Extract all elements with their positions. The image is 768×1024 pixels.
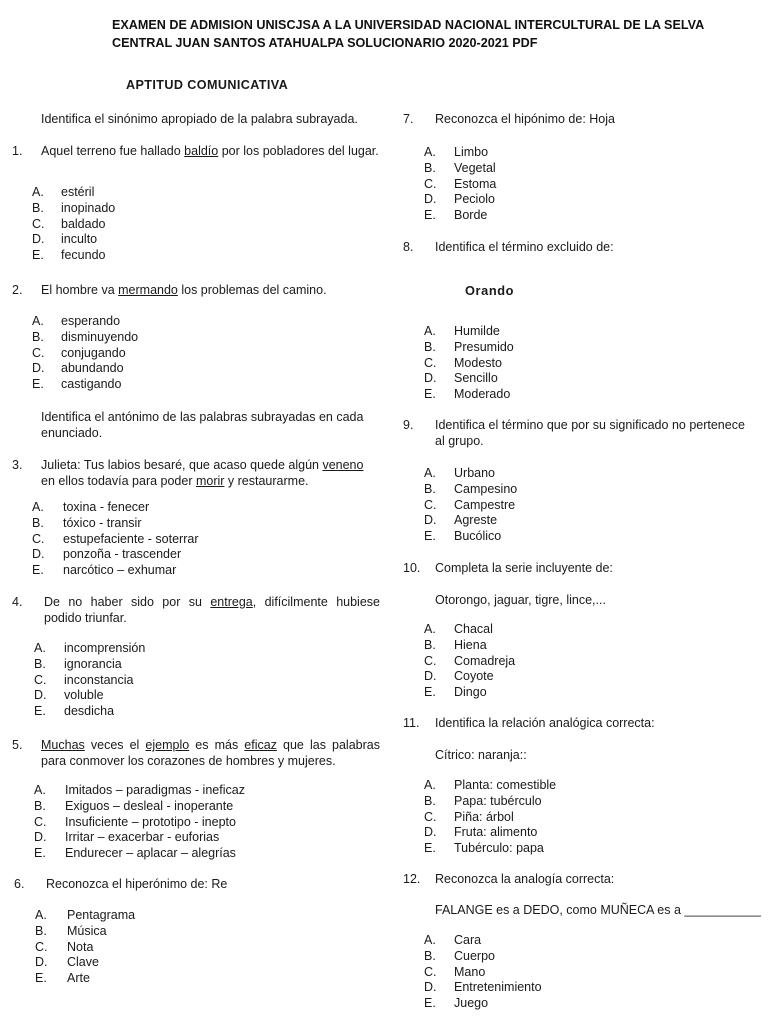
question-number: 5. <box>12 738 23 752</box>
question-number: 10. <box>403 561 421 575</box>
section-heading: APTITUD COMUNICATIVA <box>126 78 289 92</box>
question-number: 9. <box>403 418 414 432</box>
question-number: 2. <box>12 283 23 297</box>
series-prompt: Otorongo, jaguar, tigre, lince,... <box>435 593 606 607</box>
underlined-word: ejemplo <box>145 738 190 752</box>
excluded-term-word: Orando <box>465 283 515 298</box>
right-column: 7. Reconozca el hipónimo de: Hoja A. Limbo B. Vegetal C. Estoma D. Peciolo E. Borde 8. Identifica el término excluido de: Orando A. Humilde B. Presumido C. Modesto D. Sencillo E. Moderado 9. Identifica el término que por su significado no pertenece al grupo. A. Urbano B. Campesino C. Campestre D. Agreste E. Bucólico 10. Completa la serie incluyente de: Otorongo, jaguar, tigre, lince,... A. Chacal B. Hiena C. Comadreja D. Coyote E. Dingo 11. Identifica la relación analógica correcta: Cítrico: naranja:: A. Planta: comestible B. Papa: tubérculo C. Piña: árbol D. Fruta: alimento E. Tubérculo: papa 12. Reconozca la analogía correcta: FALANGE es a DEDO, como MUÑECA es a ___________ A. Cara B. Cuerpo C. Mano D. Entretenimiento E. Juego <box>403 112 761 1011</box>
question-number: 1. <box>12 144 23 158</box>
question-9 <box>403 418 758 449</box>
underlined-word: baldío <box>184 144 219 158</box>
document-title-line-1: EXAMEN DE ADMISION UNISCJSA A LA UNIVERSIDAD NACIONAL INTERCULTURAL DE LA SELVA <box>112 18 705 32</box>
question-10 <box>403 561 753 577</box>
left-column: Identifica el sinónimo apropiado de la palabra subrayada. 1. Aquel terreno fue hallado baldío por los pobladores del lugar. A. estéril B. inopinado C. baldado D. inculto E. fecundo 2. El hombre va mermando los problemas del camino. A. esperando B. disminuyendo C. conjugando D. abundando E. castigando Identifica el antónimo de las palabras subrayadas en cada enunciado. 3. Julieta: Tus labios besaré, que acaso quede algún veneno en ellos todavía para poder morir y restaurarme. A. toxina - fenecer B. tóxico - transir C. estupefaciente - soterrar D. ponzoña - trascender E. narcótico – exhumar 4. De no haber sido por su entrega, difícilmente hubiese podido triunfar. A. incomprensión B. ignorancia C. inconstancia D. voluble E. desdicha 5. Muchas veces el ejemplo es más eficaz que las palabras para conmover los corazones de hombres y mujeres. A. Imitados – paradigmas - ineficaz B. Exiguos – desleal - inoperante C. Insuficiente – prototipo - inepto D. Irritar – exacerbar - euforias E. Endurecer – aplacar – alegrías 6. Reconozca el hiperónimo de: Re A. Pentagrama B. Música C. Nota D. Clave E. Arte <box>0 0 768 1024</box>
underlined-word: eficaz <box>244 738 277 752</box>
question-text: Identifica el término que por su significado no pertenece al grupo. <box>435 418 745 448</box>
underlined-word: veneno <box>322 458 364 472</box>
question-text: Completa la serie incluyente de: <box>435 561 613 575</box>
question-11 <box>403 716 753 732</box>
question-text: De no haber sido por su entrega, difícilmente hubiese podido triunfar. <box>44 595 380 625</box>
question-12 <box>403 872 753 888</box>
question-text: Reconozca el hipónimo de: Hoja <box>435 112 615 126</box>
underlined-word: mermando <box>118 283 178 297</box>
question-text: Identifica el término excluido de: <box>435 240 614 254</box>
question-number: 8. <box>403 240 414 254</box>
underlined-word: entrega <box>210 595 253 609</box>
question-number: 11. <box>403 716 420 730</box>
underlined-word: morir <box>195 473 225 488</box>
question-text: Identifica la relación analógica correcta: <box>435 716 655 730</box>
question-text: Reconozca el hiperónimo de: Re <box>46 877 228 891</box>
instruction-synonyms: Identifica el sinónimo apropiado de la palabra subrayada. <box>41 112 358 126</box>
question-number: 6. <box>14 877 25 891</box>
analogy-prompt: Cítrico: naranja:: <box>435 748 527 762</box>
question-text: Julieta: Tus labios besaré, que acaso quede algún veneno en ellos todavía para poder morir y restaurarme. <box>41 458 364 488</box>
question-text: Muchas veces el ejemplo es más eficaz que las palabras para conmover los corazones de hombres y mujeres. <box>41 738 380 768</box>
question-8 <box>403 240 753 256</box>
question-7 <box>403 112 753 128</box>
document-title-line-2: CENTRAL JUAN SANTOS ATAHUALPA SOLUCIONARIO 2020-2021 PDF <box>112 36 538 50</box>
question-number: 4. <box>12 595 23 609</box>
question-text: Aquel terreno fue hallado baldío por los pobladores del lugar. <box>41 144 379 158</box>
question-number: 3. <box>12 458 23 472</box>
analogy-prompt: FALANGE es a DEDO, como MUÑECA es a ___________ <box>435 903 761 917</box>
instruction-antonyms: Identifica el antónimo de las palabras subrayadas en cada enunciado. <box>41 410 364 440</box>
underlined-word: Muchas <box>41 738 85 752</box>
question-number: 12. <box>403 872 421 886</box>
question-text: Reconozca la analogía correcta: <box>435 872 615 886</box>
question-text: El hombre va mermando los problemas del camino. <box>41 283 327 297</box>
question-number: 7. <box>403 112 414 126</box>
